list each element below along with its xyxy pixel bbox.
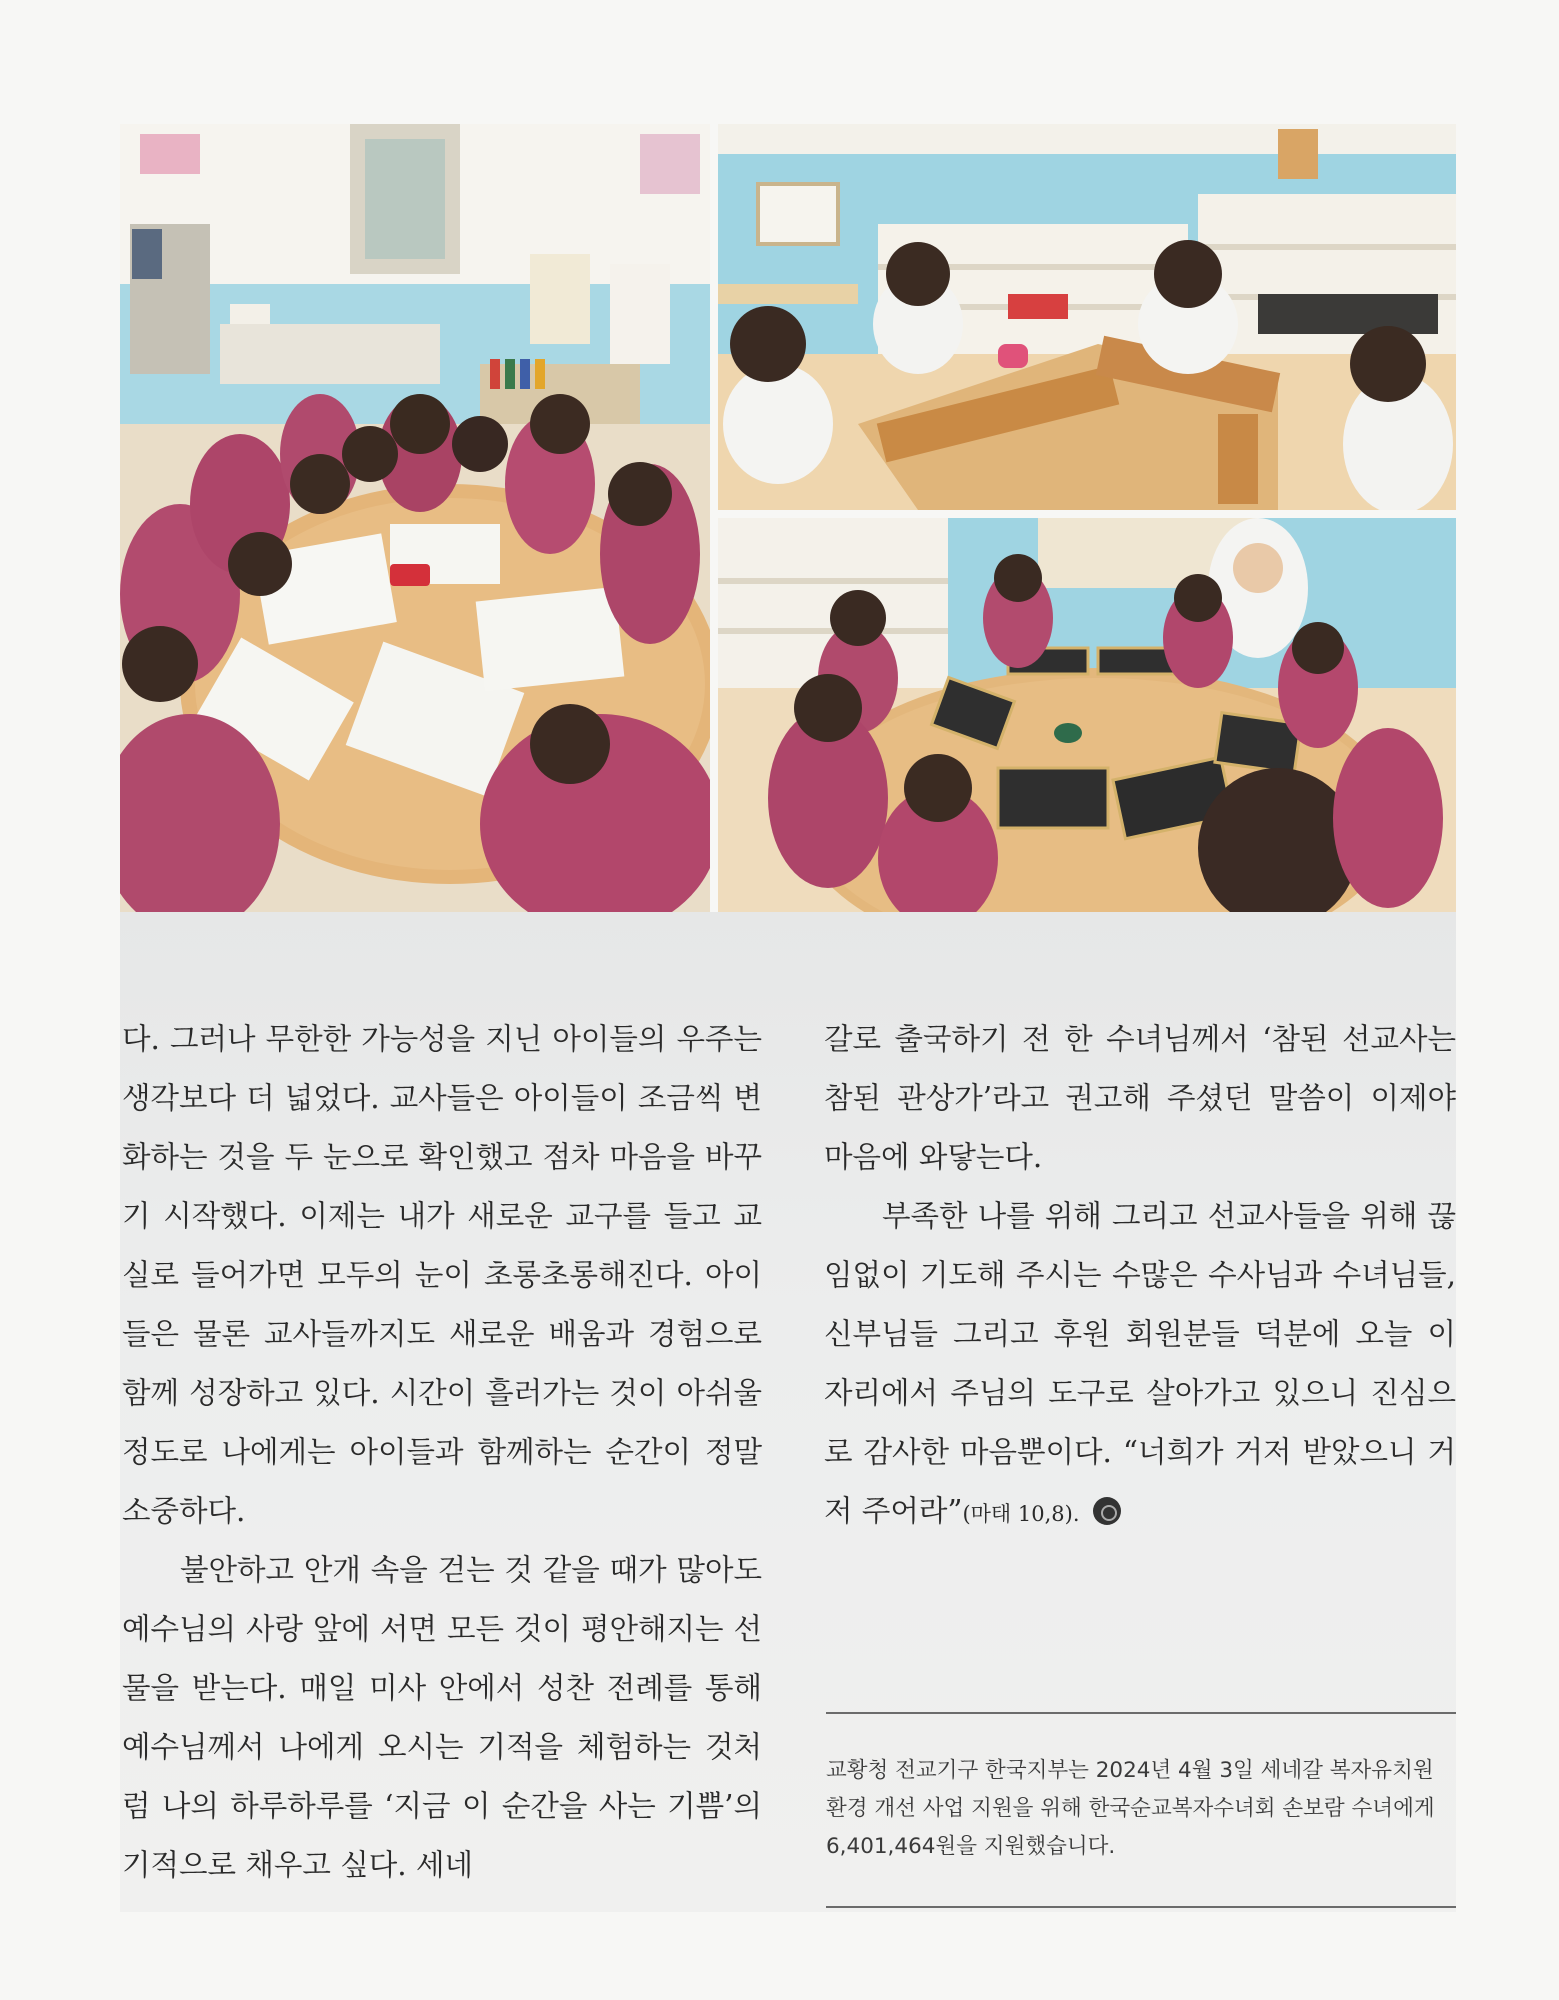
photo-children-writing-at-round-table [120, 124, 710, 912]
support-note: 교황청 전교기구 한국지부는 2024년 4월 3일 세네갈 복자유치원 환경 개선 사업 지원을 위해 한국순교복자수녀회 손보람 수녀에게 6,401,464원을 지원했습니다. [826, 1758, 1435, 1859]
article-paragraph: 불안하고 안개 속을 걷는 것 같을 때가 많아도 예수님의 사랑 앞에 서면 모든 것이 평안해지는 선물을 받는다. 매일 미사 안에서 성찬 전례를 통해 예수님께서 나에게 오시는 기적을 체험하는 것처럼 나의 하루하루를 ‘지금 이 순간을 사는 기쁨’의 기적으로 채우고 싶다. 세네 [122, 1553, 762, 1882]
bible-citation: (마태 10,8). [962, 1502, 1080, 1526]
article-paragraph: 갈로 출국하기 전 한 수녀님께서 ‘참된 선교사는 참된 관상가’라고 권고해 주셨던 말씀이 이제야 마음에 와닿는다. [824, 1022, 1456, 1174]
article-left-column [122, 1010, 762, 1895]
article-paragraph-final [824, 1187, 1456, 1544]
photo-children-with-wooden-cylinder-blocks [718, 124, 1456, 510]
end-of-article-mark-icon [1093, 1497, 1121, 1525]
article-paragraph-text: 부족한 나를 위해 그리고 선교사들을 위해 끊임없이 기도해 주시는 수많은 수사님과 수녀님들, 신부님들 그리고 후원 회원분들 덕분에 오늘 이 자리에서 주님의 도구로 살아가고 있으니 진심으로 감사한 마음뿐이다. “너희가 거저 받았으니 거저 주어라” [824, 1199, 1456, 1528]
article-paragraph: 다. 그러나 무한한 가능성을 지닌 아이들의 우주는 생각보다 더 넓었다. 교사들은 아이들이 조금씩 변화하는 것을 두 눈으로 확인했고 점차 마음을 바꾸기 시작했다. 이제는 내가 새로운 교구를 들고 교실로 들어가면 모두의 눈이 초롱초롱해진다. 아이들은 물론 교사들까지도 새로운 배움과 경험으로 함께 성장하고 있다. 시간이 흘러가는 것이 아쉬울 정도로 나에게는 아이들과 함께하는 순간이 정말 소중하다. [122, 1022, 762, 1528]
note-divider-bottom [826, 1906, 1456, 1908]
photo-nun-with-children-and-chalkboards [718, 518, 1456, 912]
note-divider-top [826, 1712, 1456, 1714]
article-right-column [824, 1010, 1456, 1544]
